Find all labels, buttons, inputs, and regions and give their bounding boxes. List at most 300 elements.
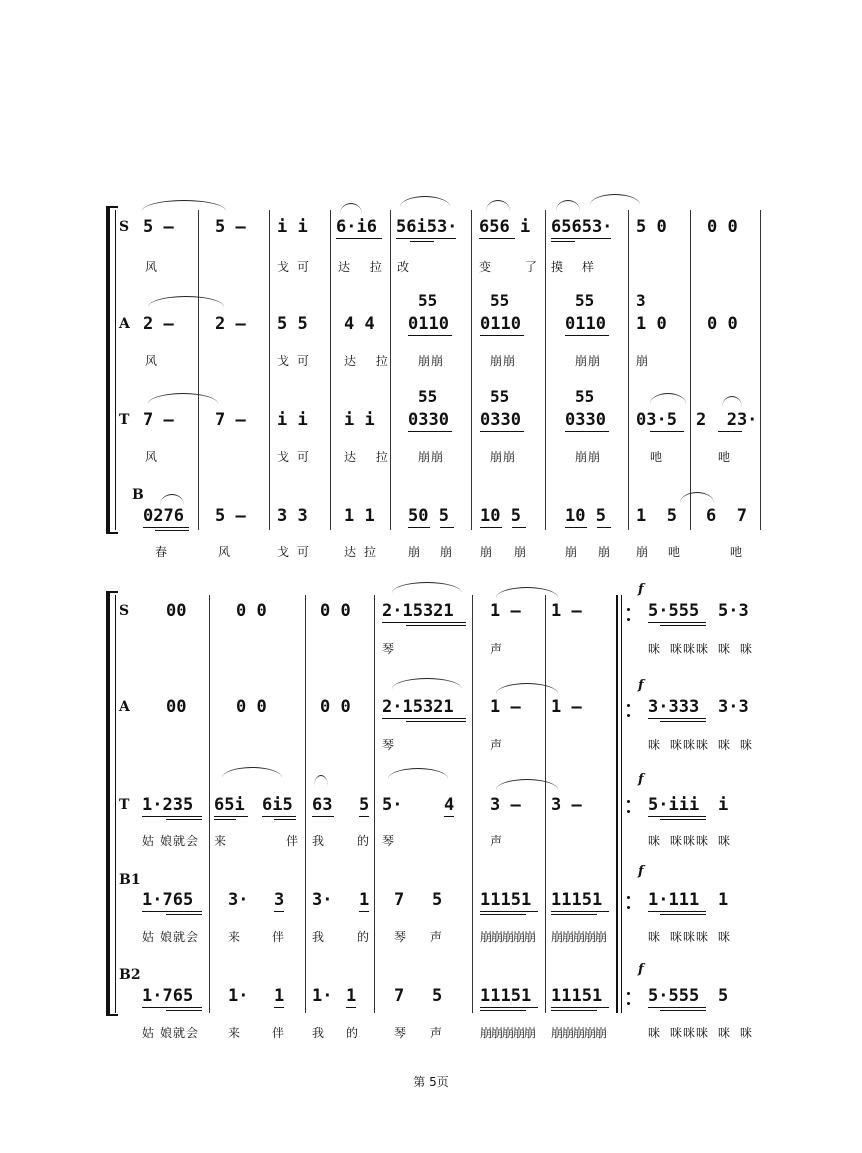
voice-label-tenor: T [119, 412, 130, 428]
bass-note: 5 — [215, 506, 246, 526]
underline [648, 1007, 706, 1008]
underline [408, 527, 430, 528]
alto-note: 1 0 [636, 314, 667, 334]
bass2-lyric: 我 [312, 1026, 326, 1040]
bass2-lyric: 的 [346, 1026, 360, 1040]
bass-lyric: 崩 [480, 545, 494, 559]
alto-lyric: 崩 [636, 354, 650, 368]
repeat-dot [627, 906, 630, 909]
bass1-lyric: 的 [357, 930, 371, 944]
soprano-note: 0 0 [320, 601, 351, 621]
bass1-lyric: 伴 [272, 930, 286, 944]
alto-lyric: 崩崩 [490, 354, 517, 368]
slur [148, 393, 218, 404]
alto-lyric: 咪咪咪 [670, 738, 710, 752]
tenor-lyric: 崩崩 [418, 450, 445, 464]
repeat-dot [627, 714, 630, 717]
tenor-note: 1·235 [142, 795, 194, 815]
bass1-note: 1 [718, 890, 729, 910]
underline [565, 431, 609, 432]
tenor-lyric: 我 [312, 834, 326, 848]
underline [406, 721, 466, 722]
underline [718, 431, 742, 432]
soprano-note: 1 — [490, 601, 521, 621]
bass1-lyric: 咪 [648, 930, 662, 944]
repeat-dot [627, 618, 630, 621]
tenor-note: i i [277, 410, 308, 430]
bracket-cap-top [106, 206, 118, 208]
tenor-note: i i [344, 410, 375, 430]
bass1-note: 5 [432, 890, 443, 910]
bass2-note: 5·555 [648, 986, 700, 1006]
barline [330, 210, 331, 530]
underline [660, 914, 706, 915]
underline [274, 1007, 284, 1008]
bracket-cap-bottom [106, 1014, 118, 1016]
bass1-lyric: 咪咪咪 [670, 930, 710, 944]
system-bracket [106, 593, 110, 1015]
soprano-lyric: 达 拉 [338, 260, 390, 274]
dynamic-forte: f [638, 962, 644, 977]
alto-lyric: 崩崩 [575, 354, 602, 368]
underline [551, 911, 609, 912]
bass2-lyric: 崩崩崩崩崩 [551, 1026, 607, 1040]
underline [551, 914, 597, 915]
bass2-note: 1 [346, 986, 357, 1006]
slur [142, 200, 226, 211]
underline [262, 816, 296, 817]
bass1-note: 1 [359, 890, 370, 910]
slur [340, 203, 362, 214]
alto-note: 1 — [490, 697, 521, 717]
bass-lyric: 崩 [598, 545, 612, 559]
repeat-dot [627, 800, 630, 803]
underline [660, 1010, 706, 1011]
underline [660, 625, 706, 626]
soprano-note: 5 — [143, 217, 174, 237]
bass-note: 10 5 [565, 506, 606, 526]
alto-above-note: 55 [490, 291, 510, 310]
barline [269, 210, 270, 530]
underline [440, 527, 454, 528]
underline [512, 527, 526, 528]
bass1-note: 11151 [480, 890, 532, 910]
voice-label-alto: A [119, 316, 130, 332]
underline [565, 527, 587, 528]
soprano-lyric: 声 [490, 642, 504, 656]
bass2-note: 5 [718, 986, 729, 1006]
tenor-note: i [718, 795, 729, 815]
dynamic-forte: f [638, 864, 644, 879]
alto-above-note: 55 [418, 291, 438, 310]
underline [551, 1010, 597, 1011]
bass1-lyric: 崩崩崩崩崩 [551, 930, 607, 944]
soprano-lyric: 戈可 [277, 260, 318, 274]
bass2-lyric: 姑 [142, 1026, 156, 1040]
underline [565, 335, 609, 336]
tenor-note: 5 [359, 795, 370, 815]
underline [480, 335, 524, 336]
voice-label-soprano: S [119, 219, 130, 235]
bass1-lyric: 声 [430, 930, 444, 944]
bass-lyric: 吔 [668, 545, 682, 559]
underline [166, 914, 202, 915]
tenor-note: 5·iii [648, 795, 700, 815]
barline [690, 210, 691, 530]
underline [551, 238, 611, 239]
soprano-note: 00 [166, 601, 187, 621]
bass2-note: 1 [274, 986, 285, 1006]
bass-lyric: 崩 [408, 545, 422, 559]
tenor-note: 6i5 [262, 795, 293, 815]
bass-lyric: 达拉 [344, 545, 385, 559]
slur [650, 393, 686, 404]
underline [480, 1007, 538, 1008]
underline [408, 335, 452, 336]
slur [160, 494, 184, 505]
underline [142, 911, 202, 912]
soprano-lyric: 变 [479, 260, 493, 274]
underline [142, 816, 202, 817]
alto-lyric: 咪 [740, 738, 754, 752]
bass2-lyric: 咪咪咪 [670, 1026, 710, 1040]
bass1-note: 11151 [551, 890, 603, 910]
bass1-lyric: 崩崩崩崩崩 [480, 930, 536, 944]
underline [382, 622, 466, 623]
slur [388, 768, 448, 779]
bracket-cap-bottom [106, 532, 118, 534]
bass2-note: 11151 [551, 986, 603, 1006]
tenor-above-note: 55 [575, 387, 595, 406]
bass-lyric: 崩 [565, 545, 579, 559]
alto-above-note: 3 [636, 291, 646, 310]
bass-lyric: 风 [218, 545, 232, 559]
underline [650, 431, 684, 432]
soprano-lyric: 咪 [718, 642, 732, 656]
alto-lyric: 琴 [382, 738, 396, 752]
bass2-note: 1·765 [142, 986, 194, 1006]
underline [648, 816, 706, 817]
underline [410, 241, 434, 242]
alto-note: 0 0 [320, 697, 351, 717]
bass1-note: 3· [312, 890, 333, 910]
alto-above-note: 55 [575, 291, 595, 310]
underline [155, 530, 189, 531]
underline [480, 431, 524, 432]
tenor-lyric: 的 [357, 834, 371, 848]
bass1-note: 3· [228, 890, 249, 910]
alto-note: 0110 [408, 314, 449, 334]
barline [374, 595, 375, 1013]
barline [471, 210, 472, 530]
underline [143, 527, 189, 528]
bass-note: 10 5 [480, 506, 521, 526]
underline [551, 241, 575, 242]
dynamic-forte: f [638, 678, 644, 693]
alto-note: 0110 [565, 314, 606, 334]
bass2-lyric: 伴 [272, 1026, 286, 1040]
tenor-lyric: 琴 [382, 834, 396, 848]
alto-note: 5 5 [277, 314, 308, 334]
voice-label-tenor: T [119, 797, 130, 813]
alto-note: 2·15321 [382, 697, 454, 717]
tenor-lyric: 达 拉 [344, 450, 396, 464]
dynamic-forte: f [638, 772, 644, 787]
bass1-note: 1·765 [142, 890, 194, 910]
alto-note: 0 0 [707, 314, 738, 334]
underline [648, 622, 706, 623]
underline [479, 238, 515, 239]
underline [359, 911, 369, 912]
soprano-lyric: 改 [397, 260, 411, 274]
underline [312, 816, 334, 817]
tenor-lyric: 崩崩 [575, 450, 602, 464]
underline [274, 911, 284, 912]
slur [590, 194, 640, 205]
voice-label-soprano: S [119, 603, 130, 619]
bass1-lyric: 琴 [394, 930, 408, 944]
alto-lyric: 风 [145, 354, 159, 368]
underline [406, 625, 466, 626]
bass2-lyric: 咪 [740, 1026, 754, 1040]
barline [472, 595, 473, 1013]
alto-lyric: 咪 [718, 738, 732, 752]
tenor-lyric: 伴 [286, 834, 300, 848]
underline [359, 816, 369, 817]
tenor-lyric: 戈可 [277, 450, 318, 464]
slur [496, 779, 558, 790]
bass1-note: 7 [394, 890, 405, 910]
slur [400, 196, 450, 207]
tenor-above-note: 55 [418, 387, 438, 406]
bass1-note: 3 [274, 890, 285, 910]
underline [408, 431, 452, 432]
soprano-note: 0 0 [707, 217, 738, 237]
slur [496, 683, 558, 694]
tenor-note: 5· [382, 795, 403, 815]
tenor-note: 3 — [490, 795, 521, 815]
bass1-lyric: 姑 [142, 930, 156, 944]
underline [551, 1007, 609, 1008]
bass1-lyric: 咪 [718, 930, 732, 944]
alto-lyric: 咪 [648, 738, 662, 752]
barline [545, 210, 546, 530]
slur [556, 200, 580, 211]
voice-label-bass: B [132, 487, 144, 503]
bracket-cap-top [106, 591, 118, 593]
barline [628, 210, 629, 530]
tenor-note: 3 — [551, 795, 582, 815]
tenor-lyric: 吔 [650, 450, 664, 464]
soprano-lyric: 风 [145, 260, 159, 274]
repeat-dot [627, 810, 630, 813]
soprano-lyric: 了 [525, 260, 539, 274]
underline [480, 527, 502, 528]
bass2-note: 1· [312, 986, 333, 1006]
barline [209, 595, 210, 1013]
soprano-lyric: 咪 [740, 642, 754, 656]
tenor-lyric: 崩崩 [490, 450, 517, 464]
tenor-note: 4 [444, 795, 455, 815]
bass2-lyric: 娘就会 [160, 1026, 200, 1040]
soprano-note: 56i53· [396, 217, 458, 237]
repeat-barline [621, 595, 622, 1013]
bass-lyric: 崩 [440, 545, 454, 559]
slur [486, 200, 510, 211]
bass-note: 0276 [143, 506, 184, 526]
barline [115, 210, 116, 530]
soprano-note: 65653· [551, 217, 613, 237]
voice-label-bass2: B2 [119, 967, 141, 983]
bass2-lyric: 咪 [648, 1026, 662, 1040]
bass-note: 50 5 [408, 506, 449, 526]
soprano-note: 5 0 [636, 217, 667, 237]
bass2-note: 11151 [480, 986, 532, 1006]
bass1-lyric: 我 [312, 930, 326, 944]
underline [166, 819, 202, 820]
tenor-lyric: 咪 [718, 834, 732, 848]
soprano-note: 656 i [479, 217, 531, 237]
soprano-note: i i [277, 217, 308, 237]
slur [392, 678, 462, 689]
tenor-lyric: 来 [214, 834, 228, 848]
voice-label-alto: A [119, 699, 130, 715]
alto-note: 2 — [143, 314, 174, 334]
bass2-lyric: 来 [228, 1026, 242, 1040]
barline [545, 595, 546, 1013]
underline [346, 1007, 356, 1008]
alto-note: 3·3 [718, 697, 749, 717]
bass-lyric: 崩 [514, 545, 528, 559]
alto-note: 4 4 [344, 314, 375, 334]
page-number: 第 5页 [413, 1075, 449, 1089]
bass-note: 6 7 [706, 506, 747, 526]
bass2-note: 7 [394, 986, 405, 1006]
underline [396, 238, 456, 239]
alto-note: 0110 [480, 314, 521, 334]
tenor-above-note: 55 [490, 387, 510, 406]
underline [597, 527, 611, 528]
slur [722, 396, 742, 407]
tenor-note: 7 — [215, 410, 246, 430]
bass2-lyric: 琴 [394, 1026, 408, 1040]
slur [148, 296, 224, 307]
repeat-dot [627, 704, 630, 707]
system-bracket [106, 208, 110, 533]
barline [115, 595, 116, 1013]
repeat-dot [627, 1002, 630, 1005]
tenor-lyric: 声 [490, 834, 504, 848]
repeat-barline [616, 595, 618, 1013]
repeat-dot [627, 992, 630, 995]
slur [680, 492, 714, 503]
barline [760, 210, 761, 530]
slur [222, 767, 282, 778]
tenor-lyric: 姑 [142, 834, 156, 848]
repeat-dot [627, 608, 630, 611]
soprano-note: 5·3 [718, 601, 749, 621]
dynamic-forte: f [638, 582, 644, 597]
underline [480, 911, 538, 912]
underline [648, 718, 706, 719]
repeat-dot [627, 896, 630, 899]
underline [480, 914, 526, 915]
underline [480, 1010, 526, 1011]
tenor-note: 63 [312, 795, 333, 815]
soprano-lyric: 咪咪咪 [670, 642, 710, 656]
tenor-note: 7 — [143, 410, 174, 430]
tenor-note: 2 23· [696, 410, 758, 430]
alto-note: 2 — [215, 314, 246, 334]
tenor-lyric: 咪 [648, 834, 662, 848]
underline [214, 819, 236, 820]
alto-note: 00 [166, 697, 187, 717]
bass1-note: 1·111 [648, 890, 700, 910]
soprano-lyric: 摸 [551, 260, 565, 274]
underline [648, 911, 706, 912]
bass-lyric: 春 [155, 545, 169, 559]
underline [660, 819, 706, 820]
tenor-lyric: 咪咪咪 [670, 834, 710, 848]
soprano-note: 0 0 [236, 601, 267, 621]
soprano-lyric: 琴 [382, 642, 396, 656]
tenor-note: 65i [214, 795, 245, 815]
barline [390, 210, 391, 530]
bass1-lyric: 娘就会 [160, 930, 200, 944]
bass2-lyric: 声 [430, 1026, 444, 1040]
slur [496, 587, 558, 598]
tenor-lyric: 风 [145, 450, 159, 464]
alto-note: 0 0 [236, 697, 267, 717]
voice-label-bass1: B1 [119, 872, 141, 888]
soprano-note: 5·555 [648, 601, 700, 621]
tenor-note: 03·5 [636, 410, 677, 430]
soprano-lyric: 样 [582, 260, 596, 274]
tenor-note: 0330 [408, 410, 449, 430]
alto-note: 3·333 [648, 697, 700, 717]
alto-note: 1 — [551, 697, 582, 717]
bass-note: 1 5 [636, 506, 677, 526]
bass2-note: 5 [432, 986, 443, 1006]
barline [198, 210, 199, 530]
bass-lyric: 吔 [730, 545, 744, 559]
bass2-lyric: 咪 [718, 1026, 732, 1040]
underline [444, 816, 454, 817]
alto-lyric: 崩崩 [418, 354, 445, 368]
soprano-note: 1 — [551, 601, 582, 621]
tenor-lyric: 娘就会 [160, 834, 200, 848]
alto-lyric: 达 拉 [344, 354, 396, 368]
underline [166, 1010, 202, 1011]
slur [314, 775, 328, 786]
alto-lyric: 声 [490, 738, 504, 752]
underline [274, 819, 296, 820]
underline [142, 1007, 202, 1008]
bass1-lyric: 来 [228, 930, 242, 944]
bass2-note: 1· [228, 986, 249, 1006]
soprano-lyric: 咪 [648, 642, 662, 656]
underline [336, 238, 382, 239]
bass-lyric: 崩 [636, 545, 650, 559]
underline [382, 718, 466, 719]
underline [214, 816, 248, 817]
bass-lyric: 戈可 [277, 545, 318, 559]
bass-note: 1 1 [344, 506, 375, 526]
tenor-note: 0330 [565, 410, 606, 430]
soprano-note: 2·15321 [382, 601, 454, 621]
soprano-note: 5 — [215, 217, 246, 237]
underline [660, 721, 706, 722]
